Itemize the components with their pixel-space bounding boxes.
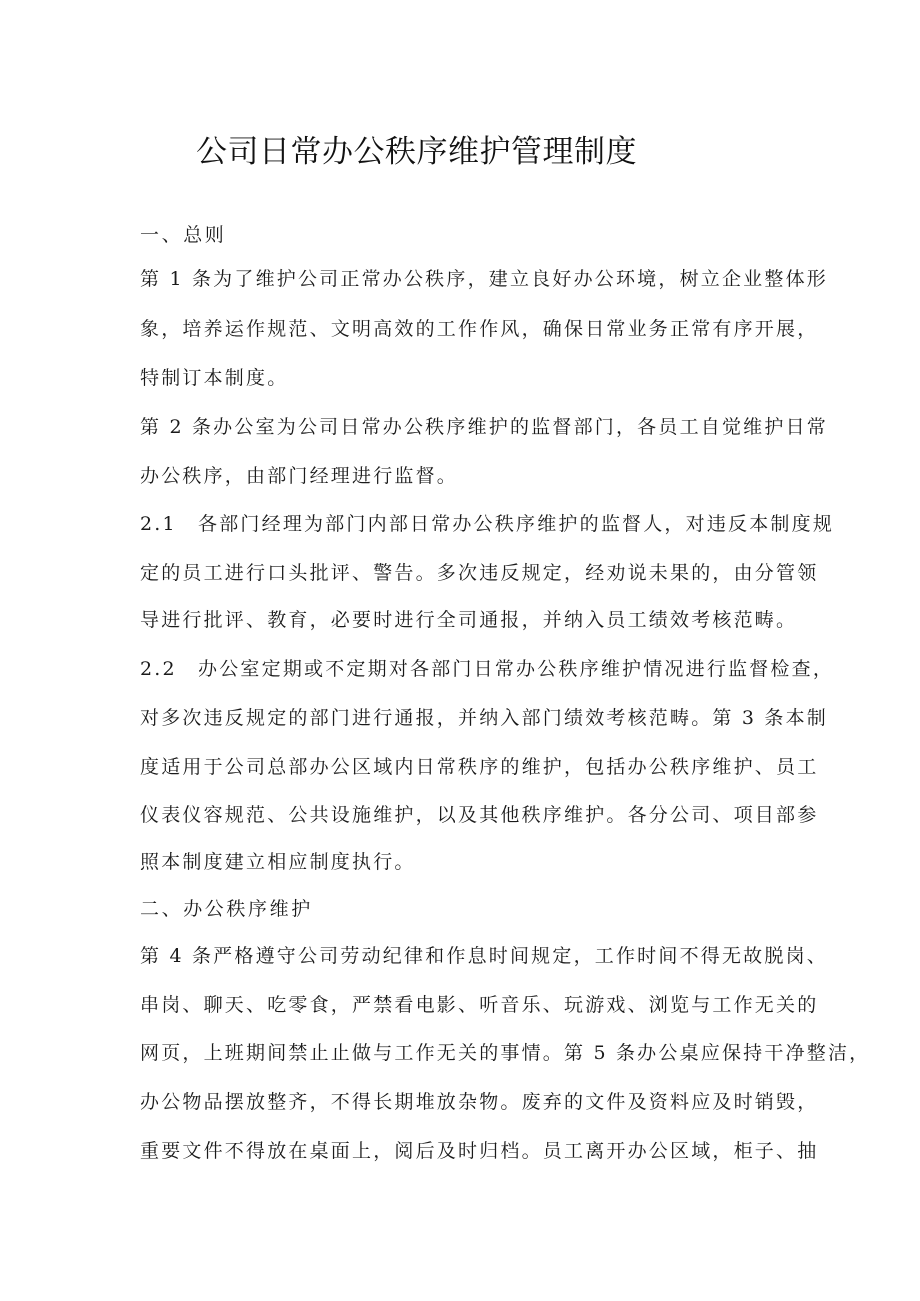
- paragraph-line: 特制订本制度。: [140, 367, 289, 389]
- paragraph-line: 办公秩序，由部门经理进行监督。: [140, 465, 459, 487]
- paragraph-line: 度适用于公司总部办公区域内日常秩序的维护，包括办公秩序维护、员工: [140, 756, 819, 778]
- paragraph-line: 第 1 条为了维护公司正常办公秩序，建立良好办公环境，树立企业整体形: [140, 268, 828, 290]
- paragraph-line: 第 4 条严格遵守公司劳动纪律和作息时间规定，工作时间不得无故脱岗、: [140, 945, 828, 967]
- section-heading-general: 一、总则: [140, 224, 227, 246]
- paragraph-line: 导进行批评、教育，必要时进行全司通报，并纳入员工绩效考核范畴。: [140, 609, 798, 631]
- paragraph-line: 第 2 条办公室为公司日常办公秩序维护的监督部门，各员工自觉维护日常: [140, 416, 828, 438]
- section-heading-office-order: 二、办公秩序维护: [140, 898, 313, 920]
- paragraph-line: 网页，上班期间禁止止做与工作无关的事情。第 5 条办公桌应保持干净整洁，: [140, 1042, 871, 1064]
- paragraph-line: 照本制度建立相应制度执行。: [140, 851, 416, 873]
- paragraph-line: 仪表仪容规范、公共设施维护，以及其他秩序维护。各分公司、项目部参: [140, 804, 819, 826]
- paragraph-line: 2.1 各部门经理为部门内部日常办公秩序维护的监督人，对违反本制度规: [140, 513, 835, 535]
- paragraph-line: 重要文件不得放在桌面上，阅后及时归档。员工离开办公区域，柜子、抽: [140, 1140, 819, 1162]
- paragraph-line: 2.2 办公室定期或不定期对各部门日常办公秩序维护情况进行监督检查，: [140, 658, 835, 680]
- document-title: 公司日常办公秩序维护管理制度: [196, 134, 637, 170]
- paragraph-line: 象，培养运作规范、文明高效的工作作风，确保日常业务正常有序开展，: [140, 318, 819, 340]
- paragraph-line: 对多次违反规定的部门进行通报，并纳入部门绩效考核范畴。第 3 条本制: [140, 707, 828, 729]
- paragraph-line: 定的员工进行口头批评、警告。多次违反规定，经劝说未果的，由分管领: [140, 562, 819, 584]
- paragraph-line: 办公物品摆放整齐，不得长期堆放杂物。废弃的文件及资料应及时销毁，: [140, 1091, 819, 1113]
- paragraph-line: 串岗、聊天、吃零食，严禁看电影、听音乐、玩游戏、浏览与工作无关的: [140, 994, 819, 1016]
